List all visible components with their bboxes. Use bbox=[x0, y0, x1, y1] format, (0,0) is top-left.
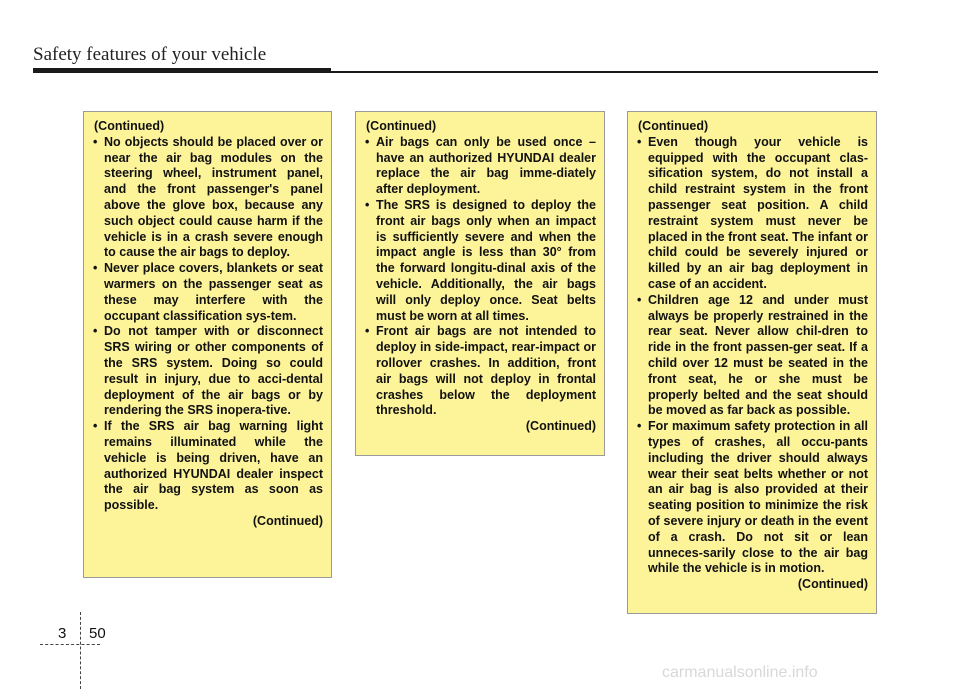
warning-bullet: • Children age 12 and under must always be properly restrained in the rear seat. Never allow chil-dren to ride in the front passen-ger seat. If a child over 12 must be seated in the front seat, he or she must be properly belted and the seat should be moved as far back as possible. bbox=[636, 293, 868, 419]
warning-bullet: • Do not tamper with or disconnect SRS wiring or other components of the SRS system. Doing so could result in injury, due to acci-dental deployment of the air bags or by rendering the SRS inopera-tive. bbox=[92, 324, 323, 419]
continued-label-top: (Continued) bbox=[366, 119, 437, 133]
warning-bullet: • If the SRS air bag warning light remains illuminated while the vehicle is being driven, have an authorized HYUNDAI dealer inspect the air bag system as soon as possible. bbox=[92, 419, 323, 514]
continued-label-top: (Continued) bbox=[94, 119, 165, 133]
page-number: 50 bbox=[89, 625, 106, 642]
section-number: 3 bbox=[58, 625, 67, 642]
page-number-divider bbox=[80, 612, 81, 689]
continued-label-bottom: (Continued) bbox=[252, 513, 323, 528]
continued-label-bottom: (Continued) bbox=[797, 577, 868, 592]
warning-bullet: • Front air bags are not intended to deploy in side-impact, rear-impact or rollover crashes. In addition, front air bags will not deploy in frontal crashes below the deployment threshold. bbox=[364, 324, 596, 419]
warning-box-3 bbox=[627, 111, 877, 614]
continued-label-top: (Continued) bbox=[638, 119, 709, 133]
warning-bullet: • For maximum safety protection in all types of crashes, all occu-pants including the driver should always wear their seat belts whether or not an air bag is also provided at their seating position to minimize the risk of severe injury or death in the event of a crash. Do not sit or lean unneces-sarily close to the air bag while the vehicle is in motion. bbox=[636, 419, 868, 577]
warning-bullet: • Even though your vehicle is equipped with the occupant clas-sification system, do not install a child restraint system in the front passenger seat position. A child restraint system must never be placed in the front seat. The infant or child could be severely injured or killed by an air bag deployment in case of an accident. bbox=[636, 135, 868, 293]
warning-list bbox=[364, 135, 596, 419]
header-rule-thick bbox=[33, 68, 331, 73]
warning-box-2 bbox=[355, 111, 605, 456]
warning-bullet: • Never place covers, blankets or seat warmers on the passenger seat as these may interfere with the occupant classification sys-tem. bbox=[92, 261, 323, 324]
page-header-title: Safety features of your vehicle bbox=[33, 44, 267, 65]
page-number-rule bbox=[40, 644, 100, 645]
warning-bullet: • The SRS is designed to deploy the front air bags only when an impact is sufficiently severe and when the impact angle is less than 30° from the forward longitu-dinal axis of the vehicle. Additionally, the air bags will only deploy once. Seat belts must be worn at all times. bbox=[364, 198, 596, 324]
warning-box-1 bbox=[83, 111, 332, 578]
warning-bullet: • No objects should be placed over or near the air bag modules on the steering wheel, instrument panel, and the front passenger's panel above the glove box, because any such object could cause harm if the vehicle is in a crash severe enough to cause the air bags to deploy. bbox=[92, 135, 323, 261]
continued-label-bottom: (Continued) bbox=[525, 419, 596, 434]
warning-list bbox=[92, 135, 323, 514]
warning-bullet: • Air bags can only be used once – have an authorized HYUNDAI dealer replace the air bag imme-diately after deployment. bbox=[364, 135, 596, 198]
warning-list bbox=[636, 135, 868, 577]
header-rule-thin bbox=[331, 71, 878, 73]
watermark-text: carmanualsonline.info bbox=[662, 664, 818, 681]
